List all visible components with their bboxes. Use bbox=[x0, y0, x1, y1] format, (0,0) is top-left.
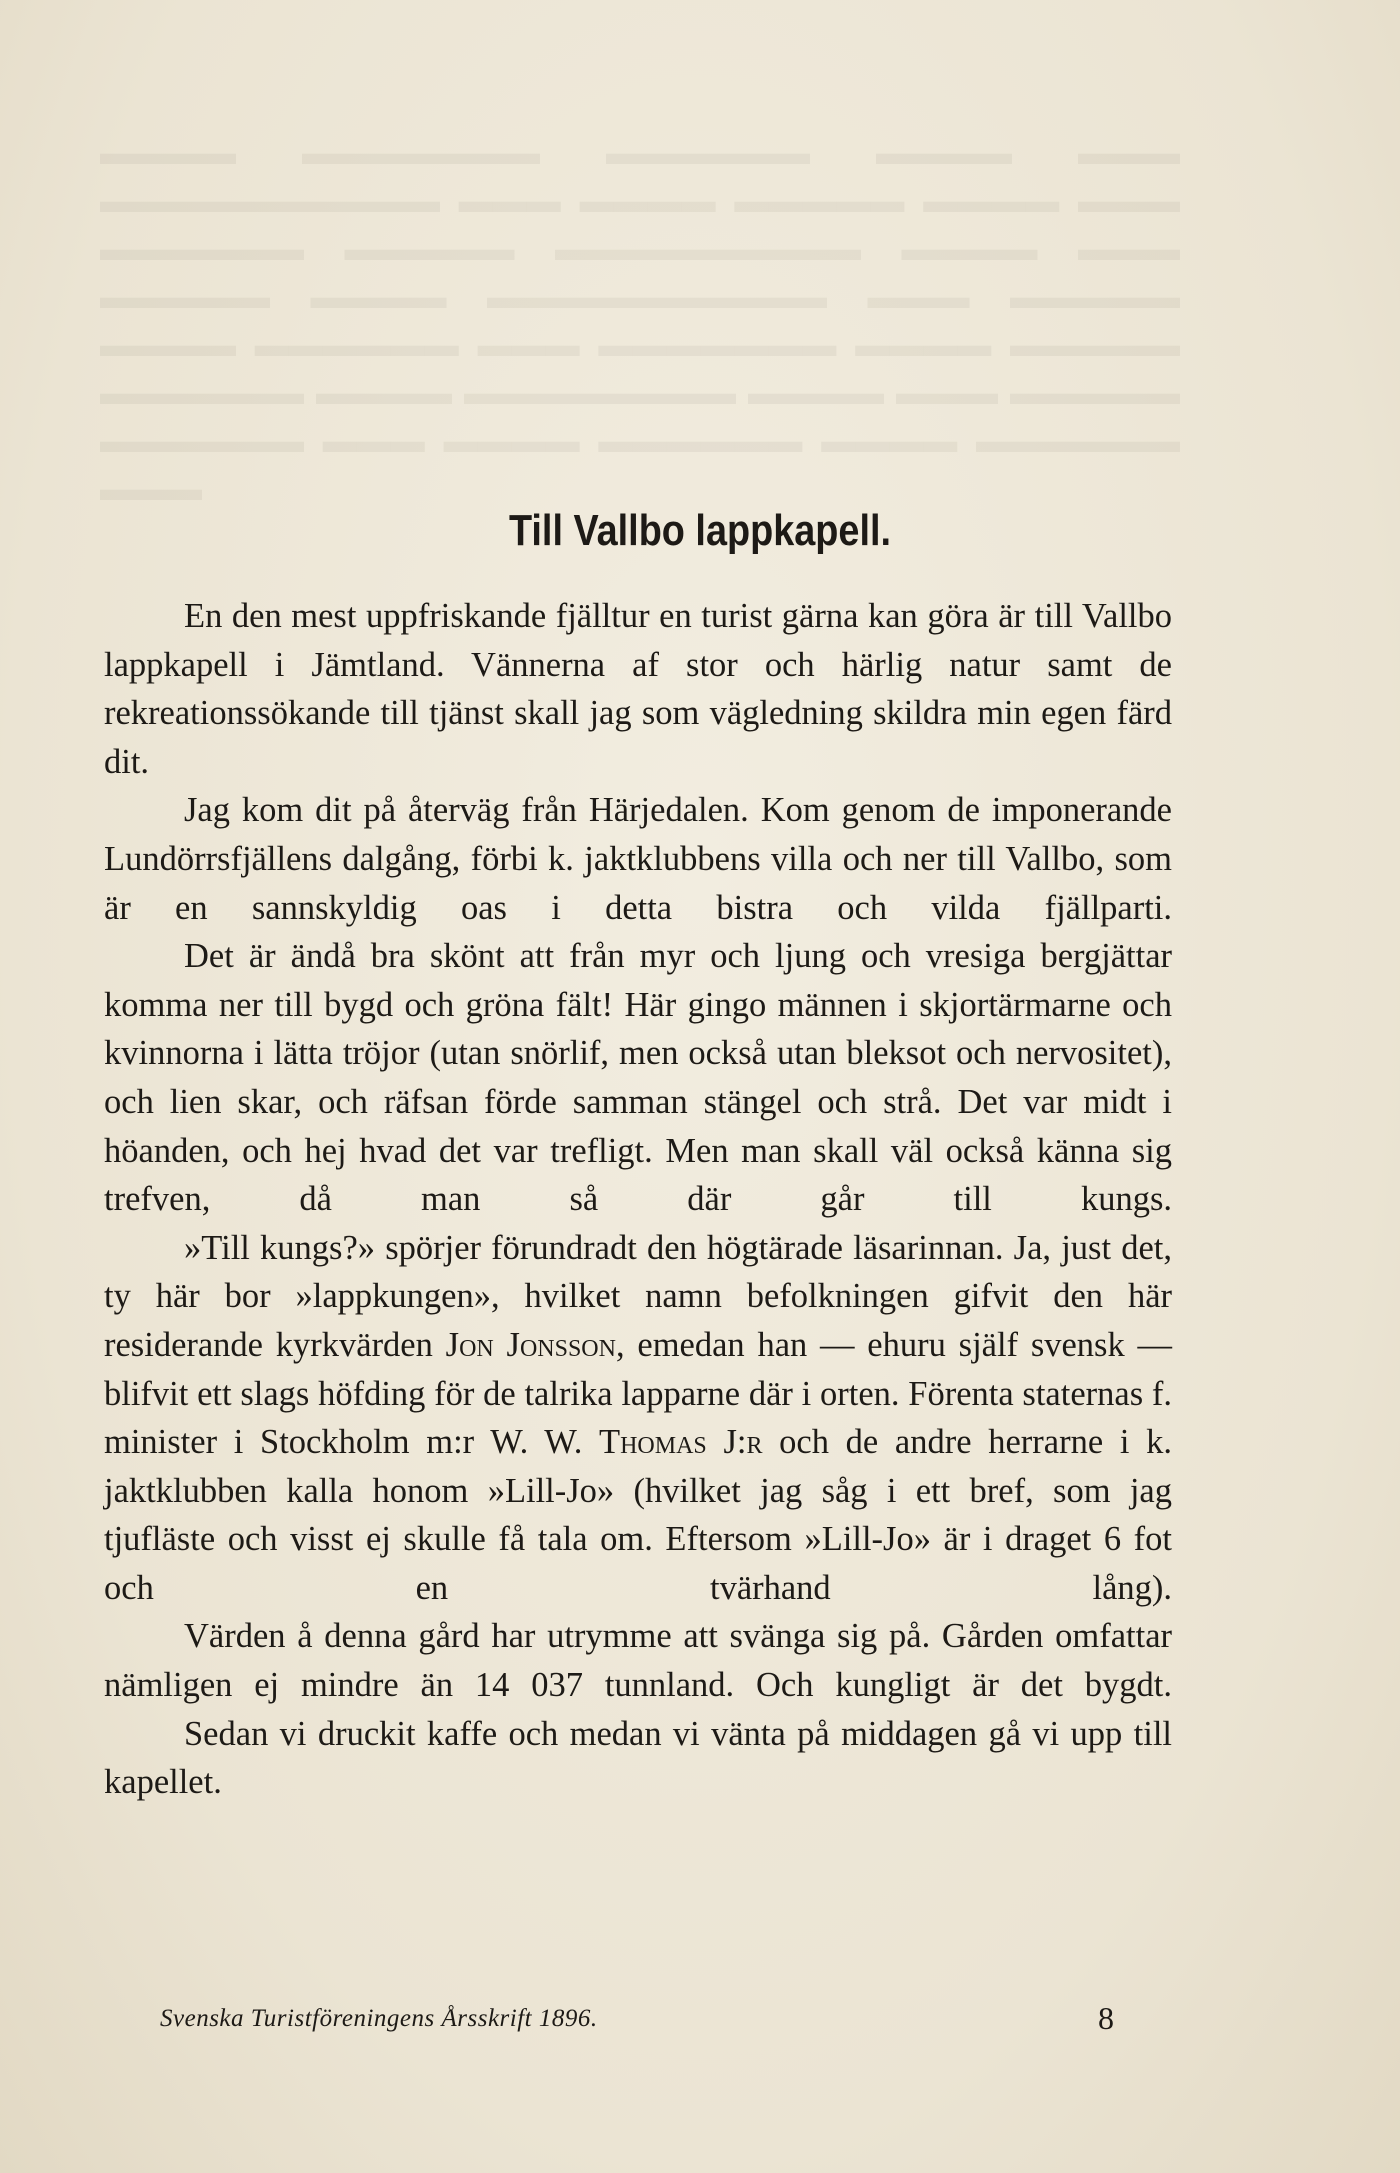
paragraph-text: Det är ändå bra skönt att från myr och ljung och vresiga bergjättar komma ner till bygd och gröna fält! Här gingo männen i skjortärmarne och kvinnorna i lätta tröjor (utan snörlif, men också utan bleksot och nervositet), och lien skar, och räfsan förde samman stängel och strå. Det var midt i höanden, och hej hvad det var trefligt. Men man skall väl också känna sig trefven, då man så där går till kungs. bbox=[104, 937, 1172, 1219]
paragraph-6 bbox=[104, 1710, 1172, 1807]
paragraph-text: Sedan vi druckit kaffe och medan vi vänta på middagen gå vi upp till kapellet. bbox=[104, 1714, 1172, 1802]
article-title: Till Vallbo lappkapell. bbox=[508, 506, 892, 555]
paragraph-text: Jag kom dit på återväg från Härjedalen. Kom genom de imponerande Lundörrsfjällens dalgång, förbi k. jaktklubbens villa och ner till Vallbo, som är en sannskyldig oas i detta bistra och vilda fjällparti. bbox=[104, 791, 1172, 927]
paragraph-text: , emedan han — ehuru själf svensk — blifvit ett slags höfding för de talrika lapparne där i orten. Förenta staternas f. minister i Stockholm m:r W. W. bbox=[104, 1325, 1173, 1462]
paragraph-2 bbox=[104, 786, 1172, 932]
paragraph-5 bbox=[104, 1612, 1172, 1709]
paragraph-4 bbox=[104, 1224, 1172, 1613]
article-body bbox=[104, 592, 1172, 1807]
person-name: Jon Jonsson bbox=[445, 1325, 616, 1364]
paragraph-1 bbox=[104, 592, 1172, 786]
paragraph-text: En den mest uppfriskande fjälltur en turist gärna kan göra är till Vallbo lappkapell i Jämtland. Vännerna af stor och härlig natur samt de rekreationssökande till tjänst skall jag som vägledning skildra min egen färd dit. bbox=[104, 597, 1172, 781]
paragraph-text: och de andre herrarne i k. jaktklubben kalla honom »Lill-Jo» (hvilket jag såg i ett bref, som jag tjufläste och visst ej skulle få tala om. Eftersom »Lill-Jo» är i draget 6 fot och en tvärhand lång). bbox=[104, 1423, 1172, 1607]
page-number: 8 bbox=[1098, 2000, 1114, 2036]
person-name: Thomas J:r bbox=[599, 1423, 763, 1462]
paragraph-text: »Till kungs?» spörjer förundradt den högtärade läsarinnan. Ja, just det, ty här bor »lappkungen», hvilket namn befolkningen gifvit den här residerande kyrkvärden bbox=[104, 1228, 1172, 1364]
show-through-text: ▬▬▬▬ ▬▬▬▬▬▬▬ ▬▬▬▬▬▬ ▬▬▬▬ ▬▬▬ ▬▬▬▬▬▬▬▬▬▬ ▬▬▬ ▬▬▬▬ ▬▬▬▬▬ ▬▬▬▬ ▬▬▬ ▬▬▬▬▬▬ ▬▬▬▬▬ ▬▬▬▬▬▬▬▬▬ ▬▬▬▬ ▬▬▬ ▬▬▬▬▬ ▬▬▬▬ ▬▬▬▬▬▬▬▬▬▬ ▬▬▬ ▬▬▬▬▬ ▬▬▬▬ ▬▬▬▬▬▬ ▬▬▬ ▬▬▬▬▬▬▬ ▬▬▬▬ ▬▬▬▬▬ ▬▬▬▬▬▬ ▬▬▬▬ ▬▬▬▬▬▬▬▬ ▬▬▬▬ ▬▬▬ ▬▬▬▬▬ ▬▬▬▬▬▬ ▬▬▬ ▬▬▬▬ ▬▬▬▬▬▬ ▬▬▬▬ ▬▬▬▬▬▬ ▬▬▬ bbox=[100, 135, 1180, 508]
paragraph-3 bbox=[104, 932, 1172, 1224]
paragraph-text: Värden å denna gård har utrymme att svänga sig på. Gården omfattar nämligen ej mindre än 14 037 tunnland. Och kungligt är det bygdt. bbox=[104, 1617, 1172, 1705]
running-footer: Svenska Turistföreningens Årsskrift 1896. bbox=[160, 2005, 598, 2032]
